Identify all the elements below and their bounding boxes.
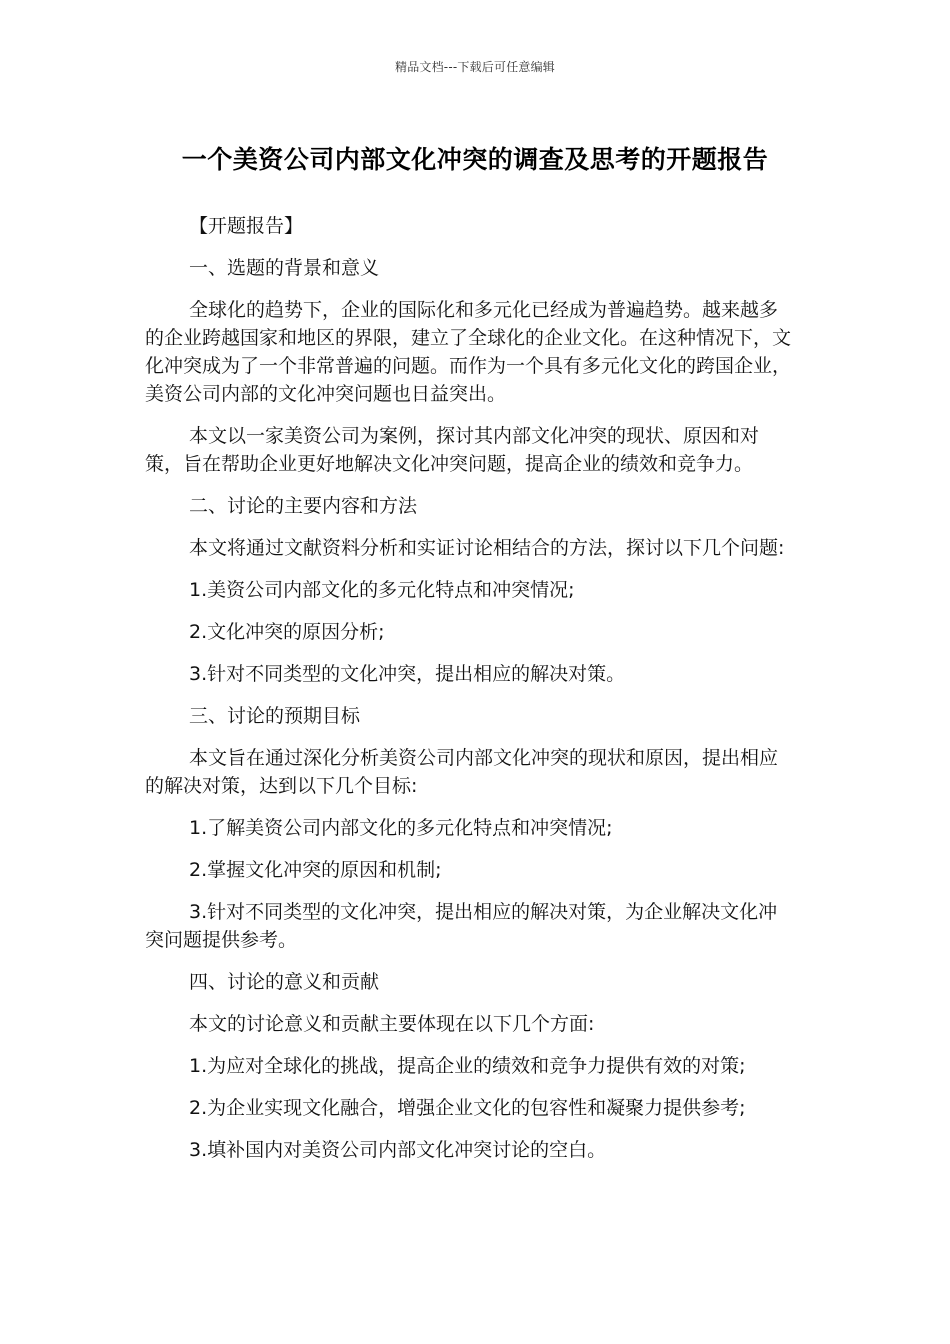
section-label-proposal: 【开题报告】 — [189, 215, 304, 237]
page-header: 精品文档---下载后可任意编辑 — [395, 60, 555, 74]
document-title: 一个美资公司内部文化冲突的调查及思考的开题报告 — [181, 145, 769, 174]
document-body — [145, 212, 795, 1178]
paragraph-significance: 本文的讨论意义和贡献主要体现在以下几个方面: — [189, 1013, 595, 1035]
paragraph-method: 本文将通过文献资料分析和实证讨论相结合的方法，探讨以下几个问题: — [189, 537, 785, 559]
list-item-question-2: 2.文化冲突的原因分析; — [189, 621, 385, 643]
list-item-significance-1: 1.为应对全球化的挑战，提高企业的绩效和竞争力提供有效的对策; — [189, 1055, 746, 1077]
list-item-goal-1: 1.了解美资公司内部文化的多元化特点和冲突情况; — [189, 817, 613, 839]
section-heading-goals: 三、讨论的预期目标 — [189, 705, 361, 727]
paragraph-background: 全球化的趋势下，企业的国际化和多元化已经成为普遍趋势。越来越多的企业跨越国家和地区的界限，建立了全球化的企业文化。在这种情况下，文化冲突成为了一个非常普遍的问题。而作为一个具有多元化文化的跨国企业，美资公司内部的文化冲突问题也日益突出。 — [145, 299, 792, 405]
list-item-significance-2: 2.为企业实现文化融合，增强企业文化的包容性和凝聚力提供参考; — [189, 1097, 746, 1119]
list-item-goal-3: 3.针对不同类型的文化冲突，提出相应的解决对策，为企业解决文化冲突问题提供参考。 — [145, 901, 778, 951]
list-item-goal-2: 2.掌握文化冲突的原因和机制; — [189, 859, 442, 881]
paragraph-goals: 本文旨在通过深化分析美资公司内部文化冲突的现状和原因，提出相应的解决对策，达到以下几个目标: — [145, 747, 779, 797]
list-item-question-3: 3.针对不同类型的文化冲突，提出相应的解决对策。 — [189, 663, 626, 685]
section-heading-background: 一、选题的背景和意义 — [189, 257, 380, 279]
section-heading-content-method: 二、讨论的主要内容和方法 — [189, 495, 418, 517]
paragraph-purpose: 本文以一家美资公司为案例，探讨其内部文化冲突的现状、原因和对策，旨在帮助企业更好地解决文化冲突问题，提高企业的绩效和竞争力。 — [145, 425, 760, 475]
list-item-question-1: 1.美资公司内部文化的多元化特点和冲突情况; — [189, 579, 575, 601]
section-heading-significance: 四、讨论的意义和贡献 — [189, 971, 380, 993]
list-item-significance-3: 3.填补国内对美资公司内部文化冲突讨论的空白。 — [189, 1139, 607, 1161]
